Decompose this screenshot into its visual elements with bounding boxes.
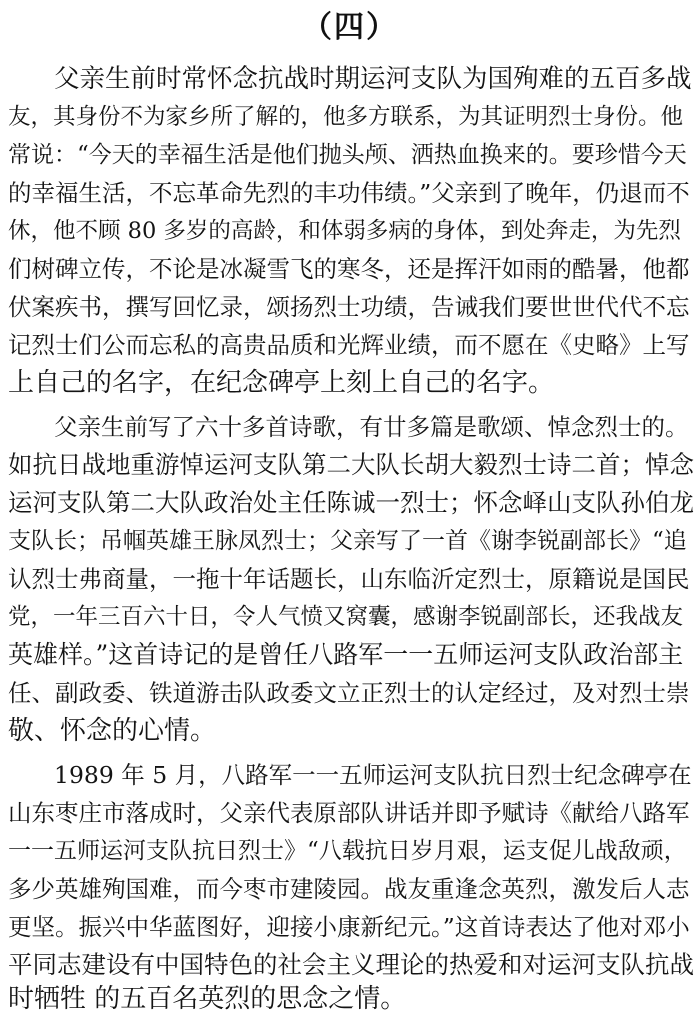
paragraph-1-line-5: 休，他不顾 80 多岁的高龄，和体弱多病的身体，到处奔走，为先烈 — [8, 218, 681, 244]
paragraph-2-line-6: 党，一年三百六十日，令人气愤又窝囊，感谢李锐副部长，还我战友 — [8, 604, 684, 630]
paragraph-1-line-2: 友，其身份不为家乡所了解的，他多方联系，为其证明烈士身份。他 — [8, 104, 684, 130]
paragraph-3-line-1: 1989 年 5 月，八路军一一五师运河支队抗日烈士纪念碑亭在 — [54, 761, 692, 789]
paragraph-2-line-2: 如抗日战地重游悼运河支队第二大队长胡大毅烈士诗二首；悼念 — [8, 450, 694, 479]
paragraph-3-line-2: 山东枣庄市落成时，父亲代表原部队讲话并即予赋诗《献给八路军 — [8, 799, 690, 827]
paragraph-1-line-6: 们树碑立传，不论是冰凝雪飞的寒冬，还是挥汗如雨的酷暑，他都 — [8, 255, 690, 283]
paragraph-3-line-6: 平同志建设有中国特色的社会主义理论的热爱和对运河支队抗战 — [8, 950, 694, 979]
paragraph-3-line-7: 时牺牲 的五百名英烈的思念之情。 — [8, 984, 407, 1014]
paragraph-1-line-7: 伏案疾书，撰写回忆录，颂扬烈士功绩，告诫我们要世世代代不忘 — [8, 293, 690, 321]
paragraph-1-line-3: 常说：“今天的幸福生活是他们抛头颅、洒热血换来的。要珍惜今天 — [8, 142, 687, 168]
paragraph-2-line-9: 敬、怀念的心情。 — [8, 716, 217, 746]
paragraph-2-line-8: 任、副政委、铁道游击队政委文立正烈士的认定经过，及对烈士崇 — [8, 679, 690, 707]
paragraph-3-line-4: 多少英雄殉国难，而今枣市建陵园。战友重逢念英烈，激发后人志 — [8, 875, 690, 903]
paragraph-2-line-7: 英雄样。”这首诗记的是曾任八路军一一五师运河支队政治部主 — [8, 640, 684, 669]
paragraph-1-line-9: 上自己的名字，在纪念碑亭上刻上自己的名字。 — [8, 368, 555, 398]
paragraph-2-line-3: 运河支队第二大队政治处主任陈诚一烈士；怀念峄山支队孙伯龙 — [8, 488, 694, 517]
section-title: （四） — [302, 10, 398, 45]
paragraph-2-line-4: 支队长；吊帼英雄王脉凤烈士；父亲写了一首《谢李锐副部长》“追 — [8, 528, 687, 554]
paragraph-3-line-5: 更坚。振兴中华蓝图好，迎接小康新纪元。”这首诗表达了他对邓小 — [8, 913, 690, 941]
paragraph-2-line-1: 父亲生前写了六十多首诗歌，有廿多篇是歌颂、悼念烈士的。 — [54, 413, 689, 441]
paragraph-1-line-8: 记烈士们公而忘私的高贵品质和光辉业绩，而不愿在《史略》上写 — [8, 331, 690, 359]
paragraph-1-line-1: 父亲生前时常怀念抗战时期运河支队为国殉难的五百多战 — [54, 64, 692, 94]
paragraph-2-line-5: 认烈士弗商量，一拖十年话题长，山东临沂定烈士，原籍说是国民 — [8, 565, 690, 593]
paragraph-1-line-4: 的幸福生活，不忘革命先烈的丰功伟绩。”父亲到了晚年，仍退而不 — [8, 179, 690, 207]
paragraph-3-line-3: 一一五师运河支队抗日烈士》“八载抗日岁月艰，运支促儿战敌顽， — [8, 838, 687, 864]
